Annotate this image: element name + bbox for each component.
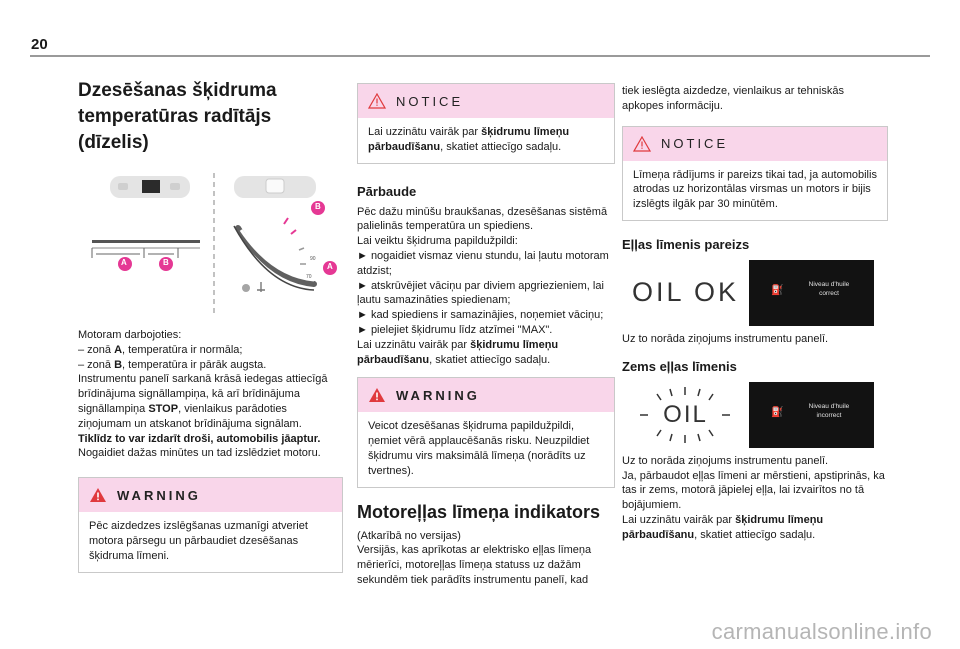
step-4: ► pielejiet šķidrumu līdz atzīmei "MAX". [357,323,553,336]
page-number: 20 [31,36,48,53]
check-intro-2: Lai veiktu šķidruma papildužpildi: [357,235,518,248]
oil-can-icon: ⛽ [771,406,784,418]
step-3: ► kad spiediens ir samazinājies, noņemiet vāciņu; [357,309,604,322]
check-intro: Pēc dažu minūšu braukšanas, dzesēšanas sistēmā palielinās temperatūra un spiediens. [357,205,608,233]
column-3 [622,84,888,543]
zone-a-line: – zonā A, temperatūra ir normāla; [78,343,243,356]
more-info-text: Lai uzzinātu vairāk par šķidrumu līmeņu pārbaudīšanu, skatiet attiecīgo sadaļu. [357,338,559,366]
oil-low-text-para: Ja, pārbaudot eļļas līmeni ar mērstieni, apstiprinās, ka tas ir zems, motorā jāpielej eļļa, lai izvairītos no tā bojājumiem. [622,469,885,512]
oil-can-icon: ⛽ [771,284,784,296]
warning-text: Veicot dzesēšanas šķidruma papildužpildi, ņemiet vērā applaucēšanās risku. Neuzpildiet šķidrumu virs maksimālā līmeņa (norādīts uz tvertnes). [368,420,590,477]
oil-ok-panel [749,260,874,326]
oil-low-caption: Uz to norāda ziņojums instrumentu panelī. [622,454,829,467]
intro-text: Motoram darbojoties: [78,329,182,341]
warning-box-coolant [78,477,343,572]
warning-label: WARNING [117,487,201,503]
marker-a-bar: A [121,258,127,267]
notice-label: NOTICE [396,93,464,109]
check-title: Pārbaude [357,183,417,199]
zone-b-line: – zonā B, temperatūra ir pārāk augsta. [78,358,267,371]
column-2 [357,78,615,588]
oil-ok-msg-2: correct [819,289,839,297]
notice-box-levels [357,83,615,164]
bold-stop-instruction: Tiklīdz to var izdarīt droši, automobilis jāaptur. [78,432,321,445]
section-title-coolant: Dzesēšanas šķidruma temperatūras radītājs (dīzelis) [78,80,277,153]
paragraph-warning-lamps: Instrumentu panelī sarkanā krāsā iedegas attiecīgā brīdinājuma signāllampiņa, kā arī brīdinājuma signāllampiņa STOP, vienlaikus parādoties ziņojumam un atskanot brīdinājuma signālam. [78,373,328,430]
section-text: Versijās, kas aprīkotas ar elektrisko eļļas līmeņa mērierīci, motoreļļas līmeņa statuss uz dažām sekundēm tiek parādīts instrumentu panelī, kad [357,544,592,586]
warning-text: Pēc aizdedzes izslēgšanas uzmanīgi atveriet motora pārsegu un pārbaudiet dzesēšanas šķidruma līmeni. [89,520,308,562]
section-title-oil-indicator: Motoreļļas līmeņa indikators [357,501,601,522]
top-rule [30,55,930,57]
continued-text: tiek ieslēgta aizdedze, vienlaikus ar tehniskās apkopes informāciju. [622,85,844,112]
oil-ok-caption: Uz to norāda ziņojums instrumentu panelī. [622,332,829,345]
watermark: carmanualsonline.info [711,619,932,644]
more-info-text: Lai uzzinātu vairāk par šķidrumu līmeņu pārbaudīšanu, skatiet attiecīgo sadaļu. [622,513,824,541]
notice-text: Līmeņa rādījums ir pareizs tikai tad, ja automobilis atrodas uz horizontālas virsmas un motors ir bijis izslēgts ilgāk par 30 minūtēm. [633,168,877,211]
marker-b-bar: B [163,258,169,267]
warning-triangle-icon [89,487,107,503]
notice-box-reading [622,126,888,221]
coolant-gauge-graphic [78,168,343,316]
marker-a-gauge: A [327,262,333,271]
notice-triangle-icon [633,136,651,152]
column-1 [78,78,343,583]
oil-ok-title: Eļļas līmenis pareizs [622,236,750,252]
oil-ok-msg-1: Niveau d'huile [808,280,850,288]
notice-triangle-icon [368,93,386,109]
warning-box-refill [357,377,615,487]
coolant-gauge-illustration [78,168,343,316]
warning-label: WARNING [396,387,480,403]
oil-low-title: Zems eļļas līmenis [622,358,737,374]
oil-low-msg-2: incorrect [816,411,842,419]
oil-low-panel [749,382,874,448]
gauge-label-70: 70 [306,274,312,280]
step-2: ► atskrūvējiet vāciņu par diviem apgriezieniem, lai ļautu samazināties spiedienam; [357,279,604,307]
oil-ok-display [622,260,888,326]
marker-b-gauge: B [315,202,321,211]
paragraph-wait: Nogaidiet dažas minūtes un tad izslēdziet motoru. [78,447,321,460]
notice-label: NOTICE [661,136,729,152]
gauge-label-90: 90 [310,256,316,262]
oil-low-display [622,382,888,448]
step-1: ► nogaidiet vismaz vienu stundu, lai ļautu motoram atdzist; [357,249,609,277]
notice-text: Lai uzzinātu vairāk par šķidrumu līmeņu pārbaudīšanu, skatiet attiecīgo sadaļu. [368,126,570,153]
oil-ok-text: OIL OK [631,277,740,308]
oil-low-text: OIL [663,400,708,428]
oil-low-msg-1: Niveau d'huile [808,402,850,410]
section-subtitle: (Atkarībā no versijas) [357,529,461,542]
warning-triangle-icon [368,387,386,403]
